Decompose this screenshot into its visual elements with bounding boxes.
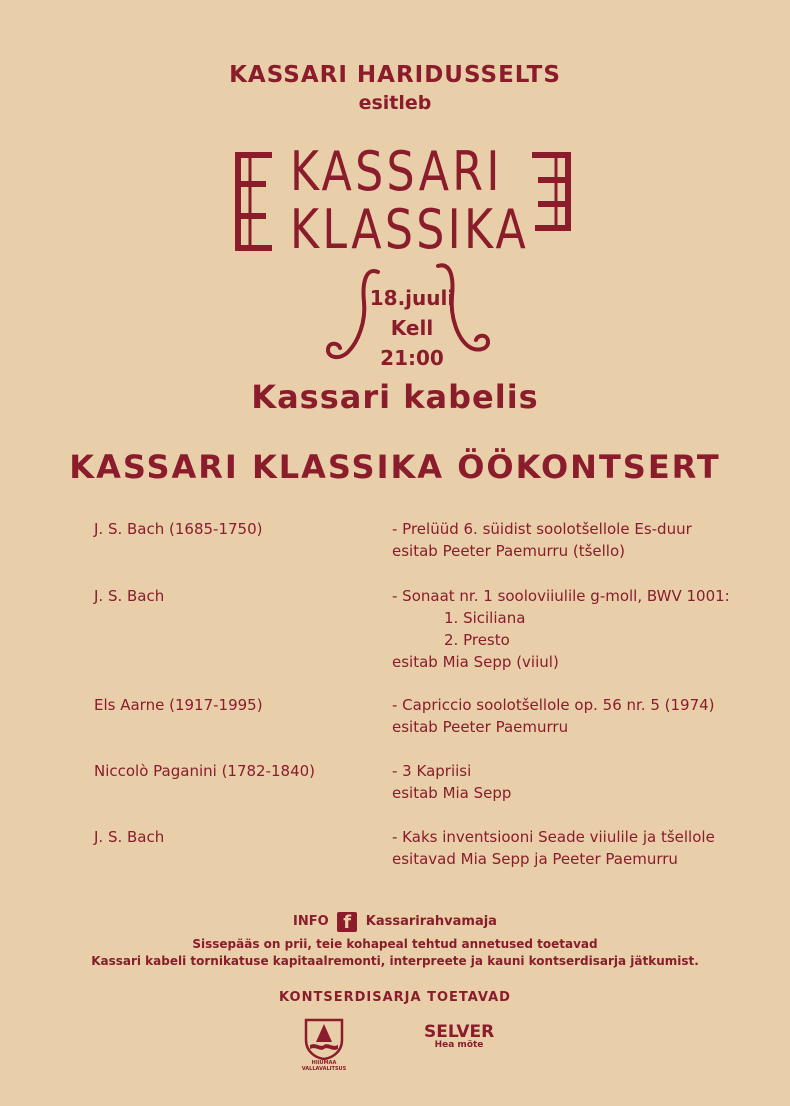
logo-klassika: KLASSIKA	[290, 198, 530, 261]
composer-4: Niccolò Paganini (1782-1840)	[94, 762, 316, 780]
composer-1: J. S. Bach (1685-1750)	[94, 520, 263, 538]
work-2-movement-2: 2. Presto	[444, 631, 510, 649]
hiiumaa-crest-logo	[304, 1018, 344, 1060]
work-3-title: - Capriccio soolotšellole op. 56 nr. 5 (1974)	[392, 696, 715, 714]
selver-slogan: Hea mõte	[434, 1040, 484, 1050]
organizer-name: KASSARI HARIDUSSELTS	[229, 62, 561, 88]
crest-caption: HIIUMAA VALLAVALITSUS	[301, 1060, 347, 1072]
work-1-title: - Prelüüd 6. süidist soolotšellole Es-duur	[392, 520, 692, 538]
work-2-movement-1: 1. Siciliana	[444, 609, 526, 627]
work-1	[392, 518, 752, 562]
facebook-page-link[interactable]: Kassarirahvamaja	[365, 914, 497, 929]
donation-note-line1: Sissepääs on prii, teie kohapeal tehtud annetused toetavad	[192, 937, 598, 951]
selver-name: SELVER	[424, 1022, 495, 1042]
composer-5: J. S. Bach	[94, 828, 165, 846]
work-2	[392, 585, 752, 673]
work-2-title: - Sonaat nr. 1 sooloviiulile g-moll, BWV 1001:	[392, 587, 730, 605]
work-3-performer: esitab Peeter Paemurru	[392, 718, 569, 736]
event-time: 21:00	[380, 346, 444, 370]
selver-logo	[424, 1022, 494, 1050]
work-4	[392, 760, 752, 804]
work-4-performer: esitab Mia Sepp	[392, 784, 512, 802]
work-5-performer: esitavad Mia Sepp ja Peeter Paemurru	[392, 850, 678, 868]
event-time-label: Kell	[390, 316, 434, 340]
work-1-performer: esitab Peeter Paemurru (tšello)	[392, 542, 625, 560]
donation-note-line2: Kassari kabeli tornikatuse kapitaalremonti, interpreete ja kauni kontserdisarja jätkumist.	[91, 954, 699, 968]
work-5	[392, 826, 752, 870]
composer-2: J. S. Bach	[94, 587, 165, 605]
work-3	[392, 694, 752, 738]
composer-3: Els Aarne (1917-1995)	[94, 696, 263, 714]
facebook-icon[interactable]: f	[337, 912, 357, 932]
info-line	[0, 912, 790, 932]
sponsors-heading: KONTSERDISARJA TOETAVAD	[279, 990, 511, 1005]
logo-kassari: KASSARI	[290, 140, 503, 203]
presents-text: esitleb	[358, 92, 432, 114]
event-venue: Kassari kabelis	[251, 378, 539, 416]
info-label: INFO	[293, 914, 329, 929]
work-5-title: - Kaks inventsiooni Seade viiulile ja tšellole	[392, 828, 715, 846]
event-date: 18.juuli	[369, 286, 455, 310]
concert-title: KASSARI KLASSIKA ÖÖKONTSERT	[69, 448, 721, 486]
work-2-performer: esitab Mia Sepp (viiul)	[392, 653, 559, 671]
work-4-title: - 3 Kapriisi	[392, 762, 472, 780]
